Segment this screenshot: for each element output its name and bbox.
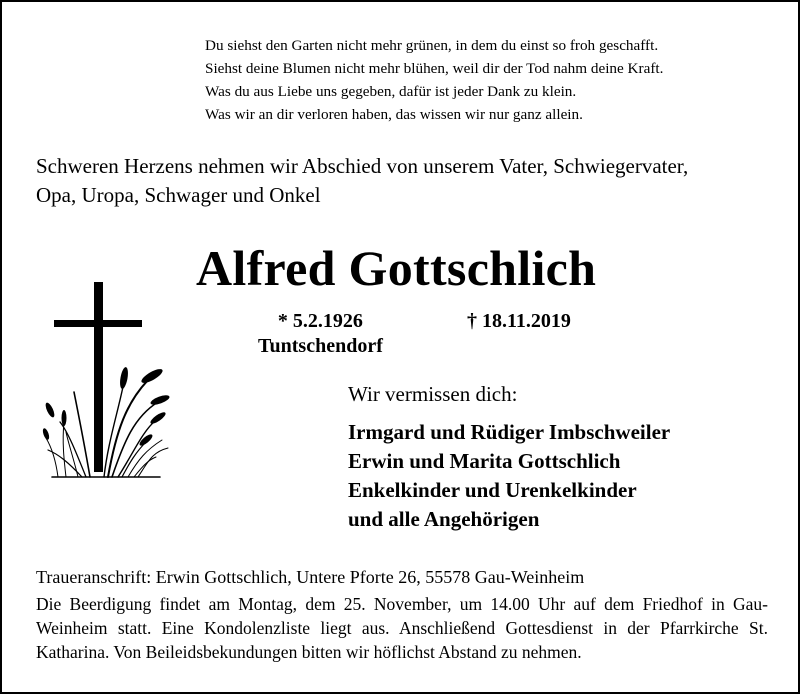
- funeral-details: Die Beerdigung findet am Montag, dem 25. November, um 14.00 Uhr auf dem Friedhof in Gau-Weinheim statt. Eine Kondolenzliste liegt aus. Anschließend Gottesdienst in der Pfarrkirche St. Katharina. Von Beileidsbekundungen bitten wir höflichst Abstand zu nehmen.: [36, 594, 768, 662]
- death-date: † 18.11.2019: [467, 310, 571, 332]
- mourner-name: und alle Angehörigen: [348, 507, 540, 531]
- intro-line: Opa, Uropa, Schwager und Onkel: [36, 183, 321, 207]
- poem-line: Siehst deine Blumen nicht mehr blühen, weil dir der Tod nahm deine Kraft.: [205, 60, 664, 77]
- birth-date: * 5.2.1926: [277, 310, 363, 332]
- birth-info: [258, 309, 383, 359]
- poem-line: Was du aus Liebe uns gegeben, dafür ist jeder Dank zu klein.: [205, 83, 577, 100]
- intro-text: [36, 152, 688, 210]
- mourner-name: Erwin und Marita Gottschlich: [348, 449, 621, 473]
- poem-line: Du siehst den Garten nicht mehr grünen, in dem du einst so froh geschafft.: [205, 37, 659, 54]
- mourners-heading: Wir vermissen dich:: [348, 382, 518, 406]
- mourners-list: [348, 418, 670, 534]
- mourning-address: Traueranschrift: Erwin Gottschlich, Untere Pforte 26, 55578 Gau-Weinheim: [36, 567, 585, 587]
- mourner-name: Enkelkinder und Urenkelkinder: [348, 478, 637, 502]
- poem: [205, 34, 663, 126]
- mourner-name: Irmgard und Rüdiger Imbschweiler: [348, 420, 671, 444]
- birth-place: Tuntschendorf: [258, 335, 383, 357]
- deceased-name: Alfred Gottschlich: [196, 240, 597, 296]
- intro-line: Schweren Herzens nehmen wir Abschied von unserem Vater, Schwiegervater,: [36, 154, 689, 178]
- cross-with-grain-icon: [38, 282, 178, 482]
- poem-line: Was wir an dir verloren haben, das wissen wir nur ganz allein.: [205, 106, 583, 123]
